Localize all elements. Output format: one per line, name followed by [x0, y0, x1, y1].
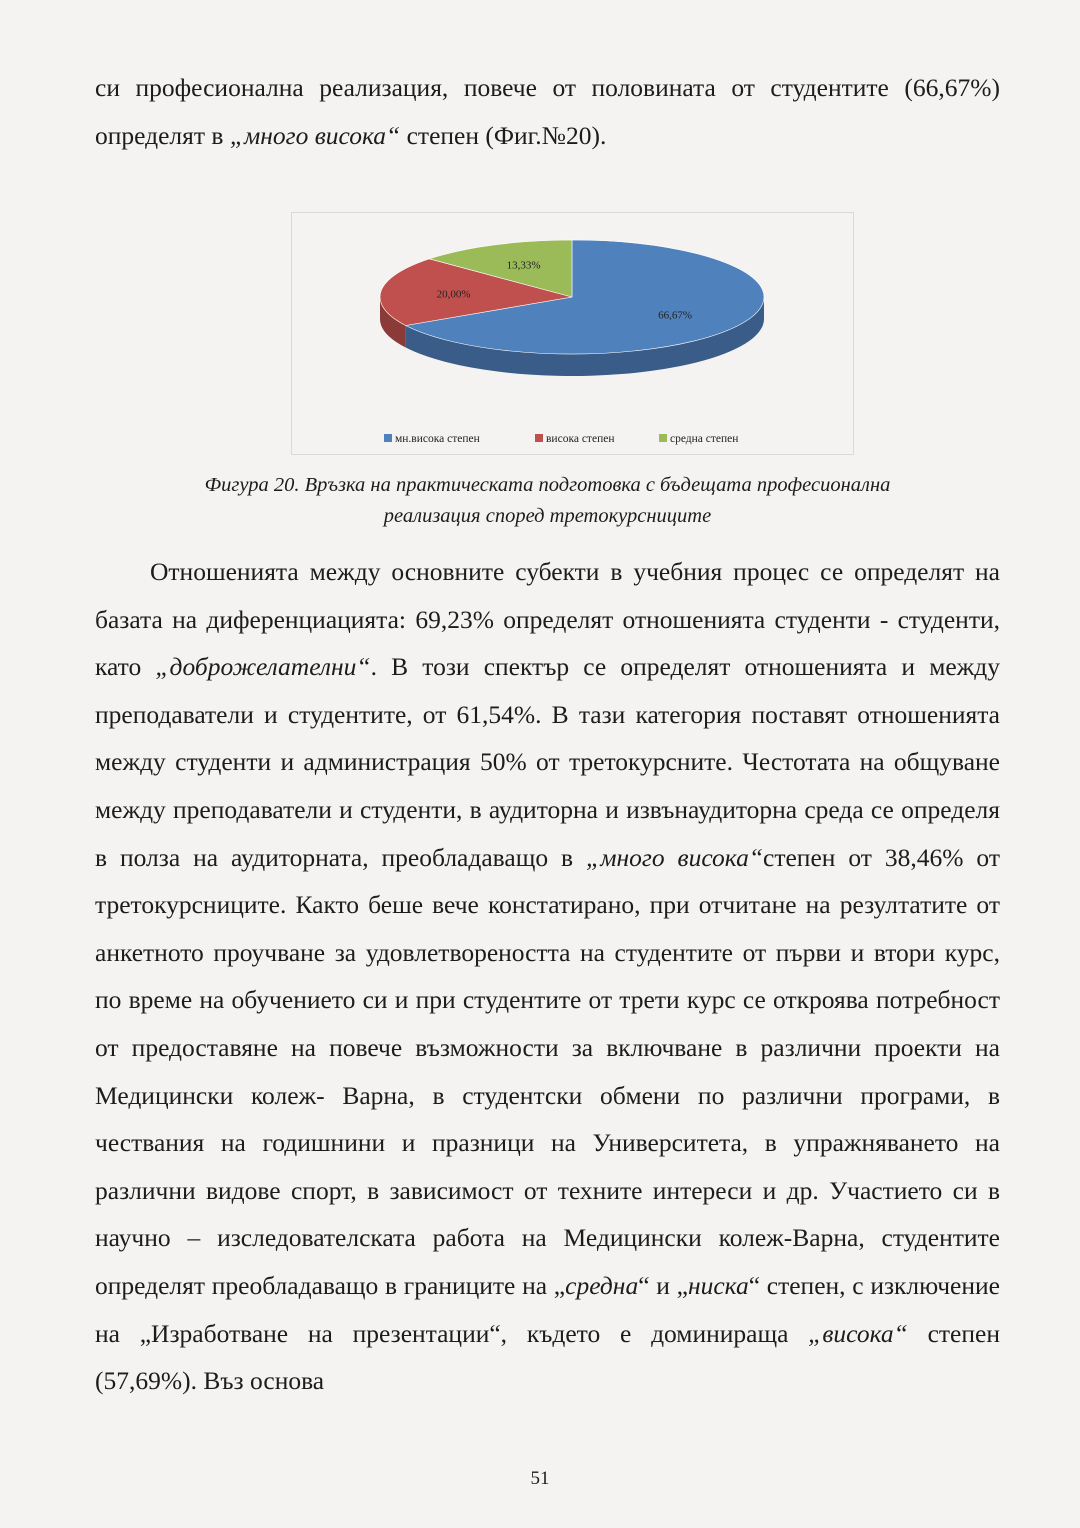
pie-data-label: 20,00%	[436, 288, 471, 301]
paragraph-text: Отношенията между основните субекти в учебния процес се определят на базата на диференциацията: 69,23% определят отношенията студенти - студенти, като	[95, 557, 1000, 682]
emphasis-text: средна	[565, 1270, 639, 1300]
caption-line: Фигура 20. Връзка на практическата подготовка с бъдещата професионална	[204, 474, 891, 496]
paragraph-text: степен (Фиг.№20).	[400, 120, 607, 150]
caption-line: реализация според третокурсниците	[383, 505, 712, 527]
legend-label: висока степен	[546, 433, 615, 445]
emphasis-text: ниска	[687, 1270, 749, 1300]
pie-chart-frame	[291, 212, 854, 455]
paragraph-text: “ степен, с изключение на „Изработване на презентации“, където е доминираща	[95, 1270, 1000, 1348]
paragraph-text: степен (57,69%). Въз основа	[95, 1318, 1000, 1396]
paragraph-text: “ и „	[638, 1270, 688, 1300]
legend-swatch	[659, 434, 667, 442]
paragraph-intro	[95, 64, 1000, 159]
legend-swatch	[535, 434, 543, 442]
paragraph-text: си професионална реализация, повече от половината от студентите (66,67%) определят в	[95, 73, 1000, 150]
paragraph-text: . В този спектър се определят отношенията и между преподаватели и студентите, от 61,54%. В тази категория поставят отношенията между студенти и администрация 50% от третокурсните. Честотата на общуване между преподаватели и студенти, в аудиторна и извънаудиторна среда се определя в полза на аудиторната, преобладаващо в	[95, 652, 1000, 872]
pie-data-label: 13,33%	[506, 259, 541, 272]
emphasis-text: „много висока“	[586, 842, 764, 872]
emphasis-text: „много висока“	[229, 120, 401, 150]
pie-chart	[292, 213, 855, 456]
pie-data-label: 66,67%	[658, 309, 693, 322]
legend-label: мн.висока степен	[395, 433, 480, 445]
emphasis-text: „доброжелателни“	[155, 652, 371, 682]
page-number: 51	[530, 1468, 550, 1489]
legend-swatch	[384, 434, 392, 442]
paragraph-text: степен от 38,46% от третокурсниците. Както беше вече констатирано, при отчитане на резултатите от анкетното проучване за удовлетвореността на студентите от първи и втори курс, по време на обучението си и при студентите от трети курс се откроява потребност от предоставяне на повече възможности за включване в различни проекти на Медицински колеж- Варна, в студентски обмени по различни програми, в чествания на годишнини и празници на Университета, в упражняването на различни видове спорт, в зависимост от техните интереси и др. Участието си в научно – изследователската работа на Медицински колеж-Варна, студентите определят преобладаващо в границите на „	[95, 842, 1000, 1300]
paragraph-main	[95, 548, 1000, 1405]
figure-caption	[95, 470, 1000, 532]
legend-label: средна степен	[670, 433, 739, 445]
emphasis-text: „висока“	[808, 1318, 908, 1348]
